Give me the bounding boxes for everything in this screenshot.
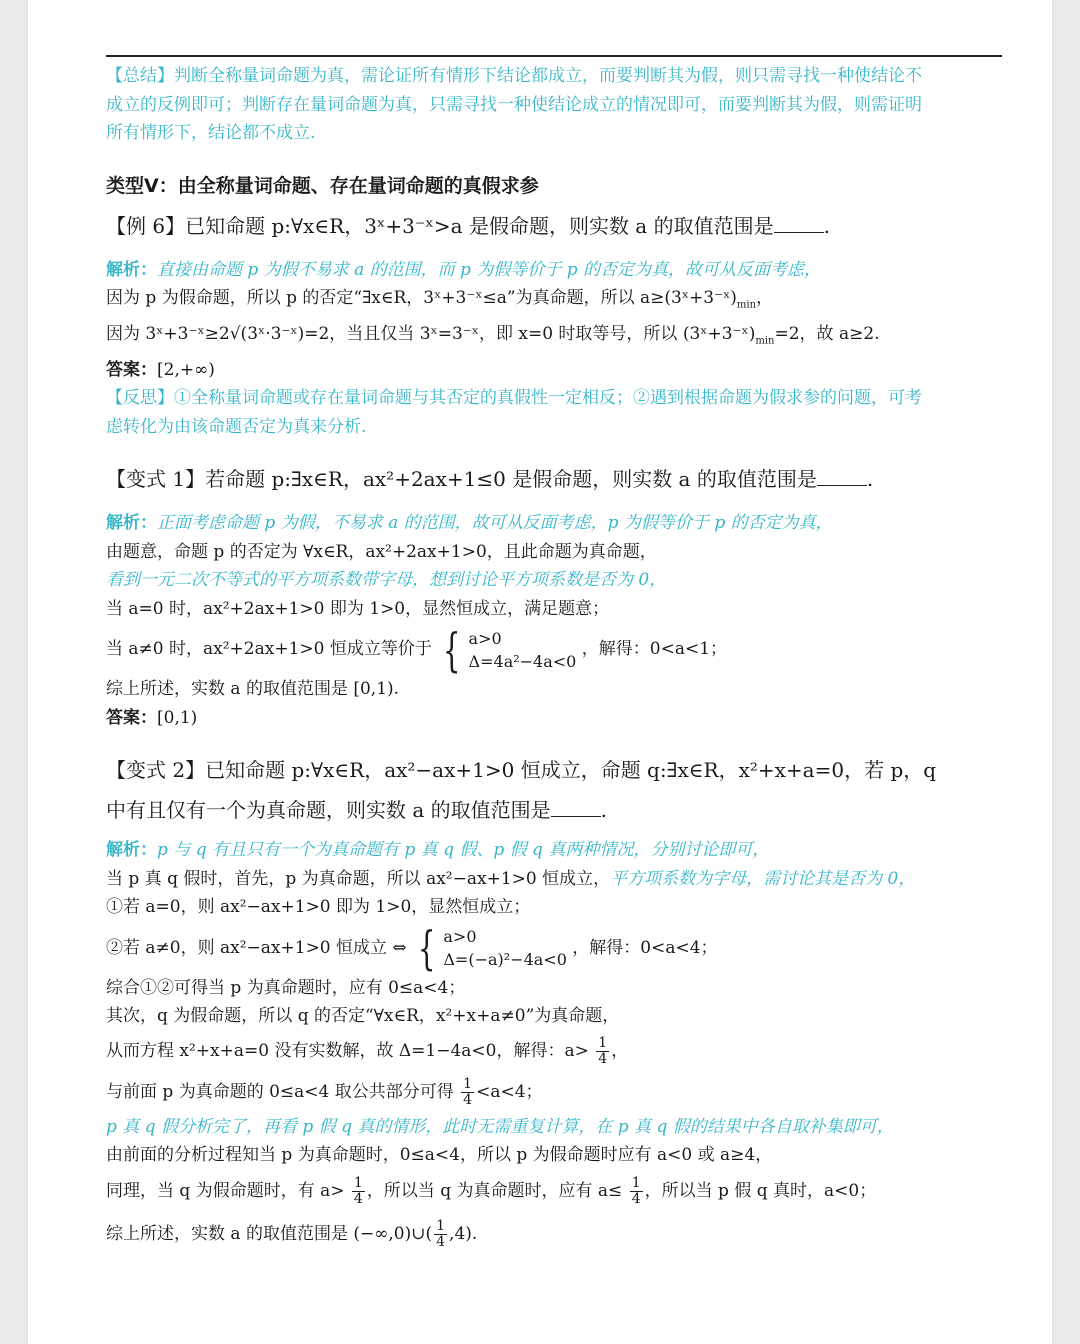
page-content bbox=[106, 62, 1002, 1256]
variant-2-solution-line-11 bbox=[106, 1170, 1002, 1212]
variant-1-solution-hint-2: 看到一元二次不等式的平方项系数带字母，想到讨论平方项系数是否为 0， bbox=[106, 570, 667, 591]
variant-1-solution-line-5 bbox=[106, 623, 1002, 675]
fraction-one-quarter bbox=[630, 1176, 643, 1207]
fraction-numerator: 1 bbox=[463, 1075, 473, 1092]
variant-1-answer bbox=[106, 704, 1002, 733]
header-rule bbox=[106, 55, 1002, 57]
solution-text: 因为 p 为假命题，所以 p 的否定“∃x∈R，3ˣ+3⁻ˣ≤a”为真命题，所以 a≥(3ˣ+3⁻ˣ) bbox=[106, 288, 737, 308]
solution-text: 同理，当 q 为假命题时，有 a> bbox=[106, 1180, 345, 1201]
summary-line-1: 【总结】判断全称量词命题为真，需论证所有情形下结论都成立，而要判断其为假，则只需寻找一种使结论不 bbox=[106, 66, 922, 86]
fraction-numerator: 1 bbox=[436, 1217, 446, 1234]
example-6-solution-line-2 bbox=[106, 284, 1002, 320]
fraction-one-quarter bbox=[352, 1176, 365, 1207]
example-6-title bbox=[106, 206, 1002, 246]
solution-text-end: ,4). bbox=[449, 1223, 478, 1244]
left-brace: { bbox=[443, 622, 461, 677]
variant-2-conclusion bbox=[106, 1212, 1002, 1256]
section-title: 类型Ⅴ：由全称量词命题、存在量词命题的真假求参 bbox=[106, 174, 539, 197]
summary-block bbox=[106, 62, 1002, 148]
fraction-numerator: 1 bbox=[353, 1174, 363, 1191]
reflection-line-1: 【反思】①全称量词命题或存在量词命题与其否定的真假性一定相反；②遇到根据命题为假求参的问题，可考 bbox=[106, 388, 922, 409]
answer-value: [2,+∞) bbox=[157, 359, 215, 380]
document-page bbox=[28, 0, 1052, 1344]
fraction-denominator: 4 bbox=[598, 1050, 608, 1067]
solution-label: 解析： bbox=[106, 259, 157, 280]
variant-2-solution-line-5: 综合①②可得当 p 为真命题时，应有 0≤a<4； bbox=[106, 977, 466, 998]
fraction-denominator: 4 bbox=[353, 1190, 363, 1207]
answer-blank bbox=[774, 231, 824, 233]
variant-2-solution-line-2 bbox=[106, 865, 1002, 894]
min-subscript: min bbox=[755, 335, 775, 347]
solution-label: 解析： bbox=[106, 513, 157, 534]
solution-text-end: ，解得：0<a<1； bbox=[581, 639, 728, 660]
summary-line-3: 所有情形下，结论都不成立. bbox=[106, 123, 316, 143]
system-line-1: a>0 bbox=[468, 628, 502, 648]
fraction-numerator: 1 bbox=[598, 1034, 608, 1051]
fraction-denominator: 4 bbox=[631, 1190, 641, 1207]
fraction-one-quarter bbox=[461, 1077, 474, 1108]
fraction-denominator: 4 bbox=[436, 1233, 446, 1250]
variant-2-solution-line-1 bbox=[106, 836, 1002, 865]
solution-text-end: ， bbox=[611, 1040, 629, 1061]
example-6-solution-line-3 bbox=[106, 320, 1002, 356]
answer-label: 答案： bbox=[106, 359, 157, 380]
solution-text: 综上所述，实数 a 的取值范围是 (−∞,0)∪( bbox=[106, 1223, 433, 1244]
inequality-system bbox=[412, 921, 567, 976]
fraction-one-quarter bbox=[434, 1219, 447, 1250]
solution-text: 因为 3ˣ+3⁻ˣ≥2√(3ˣ·3⁻ˣ)=2，当且仅当 3ˣ=3⁻ˣ，即 x=0 时取等号，所以 (3ˣ+3⁻ˣ) bbox=[106, 323, 756, 344]
solution-text-end: ，解得：0<a<4； bbox=[572, 937, 718, 958]
answer-blank bbox=[817, 484, 867, 486]
solution-text-end: =2，故 a≥2. bbox=[774, 323, 880, 344]
system-lines bbox=[469, 627, 577, 673]
answer-blank bbox=[551, 815, 601, 817]
example-6-question: 【例 6】已知命题 p:∀x∈R，3ˣ+3⁻ˣ>a 是假命题，则实数 a 的取值范围是 bbox=[106, 213, 774, 238]
solution-hint: 直接由命题 p 为假不易求 a 的范围，而 p 为假等价于 p 的否定为真，故可从反面考虑， bbox=[157, 259, 822, 280]
answer-label: 答案： bbox=[106, 707, 157, 728]
solution-text: 当 p 真 q 假时，首先，p 为真命题，所以 ax²−ax+1>0 恒成立， bbox=[106, 868, 611, 889]
solution-label: 解析： bbox=[106, 840, 157, 861]
variant-2-solution-line-10: 由前面的分析过程知当 p 为真命题时，0≤a<4，所以 p 为假命题时应有 a<0 或 a≥4， bbox=[106, 1145, 773, 1166]
variant-1-solution-line-4: 当 a=0 时，ax²+2ax+1>0 即为 1>0，显然恒成立，满足题意； bbox=[106, 598, 610, 619]
fraction-one-quarter bbox=[596, 1036, 609, 1067]
left-brace: { bbox=[417, 921, 436, 976]
solution-text: 当 a≠0 时，ax²+2ax+1>0 恒成立等价于 bbox=[106, 639, 432, 660]
solution-text: ，所以当 q 为真命题时，应有 a≤ bbox=[366, 1180, 623, 1201]
variant-1-end: . bbox=[866, 467, 874, 492]
solution-hint: p 与 q 有且只有一个为真命题有 p 真 q 假、p 假 q 真两种情况，分别讨论即可， bbox=[157, 840, 770, 861]
variant-2-solution-line-7 bbox=[106, 1031, 1002, 1071]
fraction-numerator: 1 bbox=[631, 1174, 641, 1191]
solution-text: ②若 a≠0，则 ax²−ax+1>0 恒成立 ⇔ bbox=[106, 937, 407, 958]
solution-text: 与前面 p 为真命题的 0≤a<4 取公共部分可得 bbox=[106, 1081, 454, 1102]
system-line-2: Δ=4a²−4a<0 bbox=[468, 651, 577, 671]
variant-2-solution-line-3: ①若 a=0，则 ax²−ax+1>0 即为 1>0，显然恒成立； bbox=[106, 897, 531, 918]
answer-value: [0,1) bbox=[157, 707, 198, 728]
variant-2-solution-line-6: 其次，q 为假命题，所以 q 的否定“∀x∈R，x²+x+a≠0”为真命题， bbox=[106, 1006, 620, 1027]
variant-2-solution-line-4 bbox=[106, 922, 1002, 974]
system-lines bbox=[443, 925, 567, 971]
example-6-solution-line-1 bbox=[106, 256, 1002, 285]
variant-1-solution-line-1 bbox=[106, 509, 1002, 538]
example-6-end: . bbox=[823, 213, 830, 238]
solution-text: 从而方程 x²+x+a=0 没有实数解，故 Δ=1−4a<0，解得：a> bbox=[106, 1040, 589, 1061]
system-line-2: Δ=(−a)²−4a<0 bbox=[443, 950, 567, 970]
variant-1-question: 【变式 1】若命题 p:∃x∈R，ax²+2ax+1≤0 是假命题，则实数 a 的取值范围是 bbox=[106, 467, 817, 492]
example-6-answer bbox=[106, 356, 1002, 385]
system-line-1: a>0 bbox=[443, 927, 477, 947]
solution-text-end: <a<4； bbox=[476, 1081, 543, 1102]
fraction-denominator: 4 bbox=[463, 1091, 473, 1108]
variant-2-question: 中有且仅有一个为真命题，则实数 a 的取值范围是 bbox=[106, 798, 551, 823]
variant-2-solution-hint-2: p 真 q 假分析完了，再看 p 假 q 真的情形，此时无需重复计算，在 p 真 q 假的结果中各自取补集即可， bbox=[106, 1116, 894, 1137]
solution-text-end: ， bbox=[756, 288, 774, 308]
solution-text-end: ，所以当 p 假 q 真时，a<0； bbox=[644, 1180, 877, 1201]
variant-1-solution-line-2: 由题意，命题 p 的否定为 ∀x∈R，ax²+2ax+1>0，且此命题为真命题， bbox=[106, 541, 657, 562]
inequality-system bbox=[437, 622, 577, 677]
variant-2-end: . bbox=[600, 798, 607, 823]
summary-line-2: 成立的反例即可；判断存在量词命题为真，只需寻找一种使结论成立的情况即可，而要判断其为假，则需证明 bbox=[106, 94, 922, 115]
variant-2-solution-line-8 bbox=[106, 1071, 1002, 1113]
solution-hint: 平方项系数为字母，需讨论其是否为 0， bbox=[610, 868, 916, 889]
variant-2-title-line-1: 【变式 2】已知命题 p:∀x∈R，ax²−ax+1>0 恒成立，命题 q:∃x∈R，x²+x+a=0，若 p，q bbox=[106, 758, 937, 783]
min-subscript: min bbox=[736, 299, 757, 311]
reflection-line-2: 虑转化为由该命题否定为真来分析. bbox=[106, 416, 367, 437]
variant-1-conclusion: 综上所述，实数 a 的取值范围是 [0,1). bbox=[106, 679, 400, 700]
solution-hint: 正面考虑命题 p 为假，不易求 a 的范围，故可从反面考虑，p 为假等价于 p 的否定为真， bbox=[157, 513, 833, 534]
variant-1-title bbox=[106, 459, 1002, 499]
variant-2-title-line-2 bbox=[106, 790, 1002, 830]
